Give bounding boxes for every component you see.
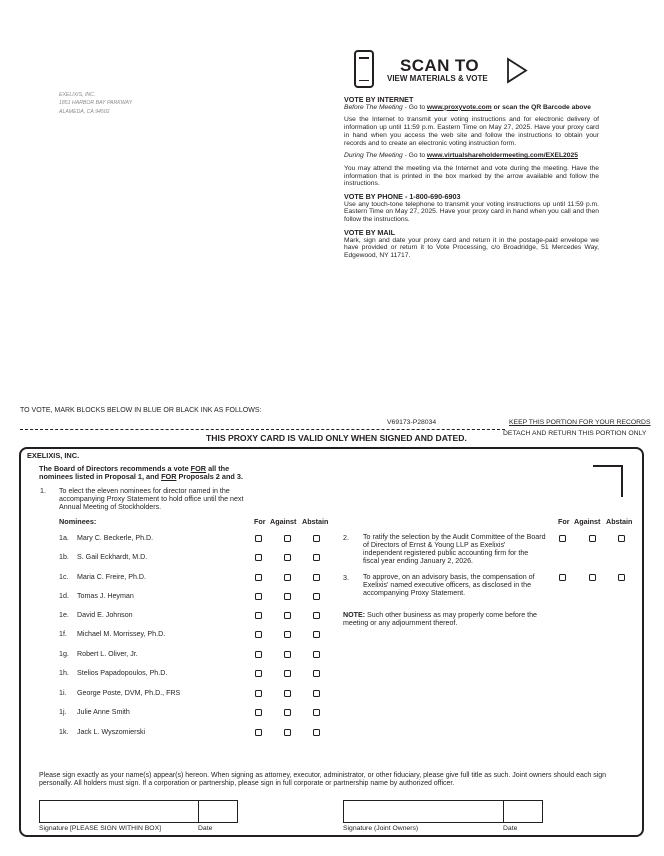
for-checkbox[interactable]	[255, 554, 262, 561]
ink-note: TO VOTE, MARK BLOCKS BELOW IN BLUE OR BLACK INK AS FOLLOWS:	[20, 407, 262, 414]
for-checkbox[interactable]	[559, 574, 566, 581]
against-checkbox[interactable]	[284, 593, 291, 600]
corner-mark	[593, 465, 623, 497]
return-address	[59, 91, 132, 116]
against-checkbox[interactable]	[284, 554, 291, 561]
column-for: For	[254, 517, 266, 526]
internet-body: Use the Internet to transmit your voting instructions and for electronic delivery of information up until 11:59 p.m. Eastern Time on May 27, 2025. Have your proxy card in hand when you access the web site and follow the instructions to obtain your records and to create an electronic voting instruction form.	[344, 116, 599, 147]
abstain-checkbox[interactable]	[313, 729, 320, 736]
date-label: Date	[198, 825, 213, 832]
nominee-name: Maria C. Freire, Ph.D.	[77, 573, 146, 581]
vote-phone-heading: VOTE BY PHONE - 1-800-690-6903	[344, 192, 461, 202]
against-checkbox[interactable]	[284, 631, 291, 638]
board-recommendation	[39, 465, 249, 481]
proposal-3-number: 3.	[343, 574, 349, 582]
signature-box[interactable]	[39, 800, 238, 823]
during-label: During The Meeting	[344, 152, 403, 160]
abstain-checkbox[interactable]	[313, 554, 320, 561]
proxyvote-link[interactable]: www.proxyvote.com	[426, 103, 492, 111]
abstain-checkbox[interactable]	[313, 690, 320, 697]
triangle-arrow-icon	[506, 57, 528, 84]
abstain-checkbox[interactable]	[313, 709, 320, 716]
column-abstain: Abstain	[302, 517, 329, 526]
nominee-name: Jack L. Wyszomierski	[77, 728, 146, 736]
virtual-meeting-link[interactable]: www.virtualshareholdermeeting.com/EXEL2025	[426, 152, 578, 160]
abstain-checkbox[interactable]	[313, 631, 320, 638]
against-checkbox[interactable]	[284, 729, 291, 736]
nominee-name: David E. Johnson	[77, 611, 133, 619]
signing-instructions: Please sign exactly as your name(s) appear(s) hereon. When signing as attorney, executor, administrator, or other fiduciary, please give full title as such. Joint owners should each sign personally. All holders must sign. If a corporation or partnership, please sign in full corporate or partnership name by authorized officer.	[39, 772, 607, 788]
nominee-id: 1g.	[59, 650, 69, 658]
nominee-name: Mary C. Beckerle, Ph.D.	[77, 534, 154, 542]
joint-signature-label: Signature (Joint Owners)	[343, 825, 419, 832]
note	[343, 611, 546, 627]
nominee-name: George Poste, DVM, Ph.D., FRS	[77, 689, 181, 697]
column-against: Against	[574, 517, 601, 526]
recommend-text: all the nominees listed in Proposal 1, and	[39, 464, 230, 482]
for-checkbox[interactable]	[255, 651, 262, 658]
abstain-checkbox[interactable]	[313, 574, 320, 581]
nominee-name: Stelios Papadopoulos, Ph.D.	[77, 669, 168, 677]
vote-internet-heading: VOTE BY INTERNET	[344, 95, 414, 104]
phone-icon	[354, 50, 374, 88]
keep-portion-label: KEEP THIS PORTION FOR YOUR RECORDS	[509, 419, 651, 426]
for-checkbox[interactable]	[255, 612, 262, 619]
proposal-1-number: 1.	[40, 487, 46, 495]
recommend-text: Proposals 2 and 3.	[176, 472, 243, 482]
recommend-for: FOR	[161, 472, 177, 482]
detach-line	[20, 429, 505, 430]
proposal-3-text: To approve, on an advisory basis, the compensation of Exelixis' named executive officers, as disclosed in the accompanying Proxy Statement.	[363, 573, 535, 597]
for-checkbox[interactable]	[255, 574, 262, 581]
for-checkbox[interactable]	[255, 709, 262, 716]
for-checkbox[interactable]	[255, 670, 262, 677]
against-checkbox[interactable]	[589, 535, 596, 542]
abstain-checkbox[interactable]	[313, 670, 320, 677]
abstain-checkbox[interactable]	[313, 593, 320, 600]
nominee-id: 1i.	[59, 689, 67, 697]
nominee-id: 1h.	[59, 669, 69, 677]
against-checkbox[interactable]	[284, 651, 291, 658]
signature-date-divider	[198, 800, 199, 823]
joint-signature-box[interactable]	[343, 800, 543, 823]
nominee-id: 1d.	[59, 592, 69, 600]
against-checkbox[interactable]	[589, 574, 596, 581]
before-label: Before The Meeting	[344, 103, 403, 111]
valid-notice: THIS PROXY CARD IS VALID ONLY WHEN SIGNED AND DATED.	[206, 433, 467, 443]
qr-suffix: or scan the QR Barcode above	[491, 103, 591, 111]
nominee-name: Tomas J. Heyman	[77, 592, 134, 600]
scan-title: SCAN TO	[400, 56, 479, 75]
nominee-name: S. Gail Eckhardt, M.D.	[77, 553, 148, 561]
nominee-id: 1a.	[59, 534, 69, 542]
nominee-id: 1c.	[59, 573, 69, 581]
vote-mail-heading: VOTE BY MAIL	[344, 227, 395, 237]
column-abstain: Abstain	[606, 517, 633, 526]
phone-body: Use any touch-tone telephone to transmit your voting instructions up until 11:59 p.m. Eastern Time on May 27, 2025. Have your proxy card in hand when you call and then follow the instructions.	[344, 200, 599, 224]
column-for: For	[558, 517, 570, 526]
during-meeting-line	[344, 152, 599, 160]
before-meeting-line	[344, 104, 599, 112]
proposal-2-number: 2.	[343, 534, 349, 542]
for-checkbox[interactable]	[255, 593, 262, 600]
control-number: V69173-P28034	[387, 419, 437, 426]
address-line: ALAMEDA, CA 94502	[59, 108, 110, 115]
signature-label: Signature [PLEASE SIGN WITHIN BOX]	[39, 825, 162, 832]
note-text: Such other business as may properly come before the meeting or any adjournment thereof.	[343, 611, 537, 627]
abstain-checkbox[interactable]	[313, 651, 320, 658]
nominee-id: 1e.	[59, 611, 69, 619]
nominee-name: Julie Anne Smith	[77, 708, 130, 716]
nominees-heading: Nominees:	[59, 517, 97, 526]
during-body: You may attend the meeting via the Internet and vote during the meeting. Have the information that is printed in the box marked by the arrow available and follow the instructions.	[344, 164, 599, 188]
against-checkbox[interactable]	[284, 690, 291, 697]
nominee-id: 1k.	[59, 728, 69, 736]
nominee-id: 1b.	[59, 553, 69, 561]
abstain-checkbox[interactable]	[618, 574, 625, 581]
goto-text: - Go to	[402, 103, 427, 111]
company-name: EXELIXIS, INC.	[27, 451, 80, 460]
against-checkbox[interactable]	[284, 612, 291, 619]
scan-subtitle: VIEW MATERIALS & VOTE	[387, 74, 488, 83]
against-checkbox[interactable]	[284, 670, 291, 677]
recommend-text: The Board of Directors recommends a vote	[39, 464, 191, 473]
recommend-for: FOR	[190, 464, 207, 473]
against-checkbox[interactable]	[284, 535, 291, 542]
proposal-2-text: To ratify the selection by the Audit Committee of the Board of Directors of Ernst & Young LLP as Exelixis' independent registered public accounting firm for the fiscal year ending January 2, 2026.	[363, 533, 546, 565]
abstain-checkbox[interactable]	[313, 612, 320, 619]
mail-body: Mark, sign and date your proxy card and return it in the postage-paid envelope we have provided or return it to Vote Processing, c/o Broadridge, 51 Mercedes Way, Edgewood, NY 11717.	[344, 236, 599, 259]
column-against: Against	[270, 517, 297, 526]
proposal-1-text: To elect the eleven nominees for director named in the accompanying Proxy Statement to hold office until the next Annual Meeting of Stockholders.	[59, 487, 244, 511]
goto-text: - Go to	[402, 152, 427, 160]
for-checkbox[interactable]	[255, 631, 262, 638]
against-checkbox[interactable]	[284, 574, 291, 581]
against-checkbox[interactable]	[284, 709, 291, 716]
abstain-checkbox[interactable]	[313, 535, 320, 542]
nominee-name: Michael M. Morrissey, Ph.D.	[77, 630, 166, 638]
address-line: EXELIXIS, INC.	[59, 92, 96, 98]
detach-portion-label: DETACH AND RETURN THIS PORTION ONLY	[503, 430, 647, 437]
joint-date-label: Date	[503, 825, 518, 832]
nominee-id: 1f.	[59, 630, 67, 638]
for-checkbox[interactable]	[255, 535, 262, 542]
for-checkbox[interactable]	[559, 535, 566, 542]
nominee-id: 1j.	[59, 708, 67, 716]
address-line: 1851 HARBOR BAY PARKWAY	[59, 100, 133, 107]
abstain-checkbox[interactable]	[618, 535, 625, 542]
note-label: NOTE:	[343, 611, 366, 619]
voting-instructions	[344, 96, 599, 260]
nominee-name: Robert L. Oliver, Jr.	[77, 650, 138, 658]
joint-signature-date-divider	[503, 800, 504, 823]
for-checkbox[interactable]	[255, 690, 262, 697]
for-checkbox[interactable]	[255, 729, 262, 736]
